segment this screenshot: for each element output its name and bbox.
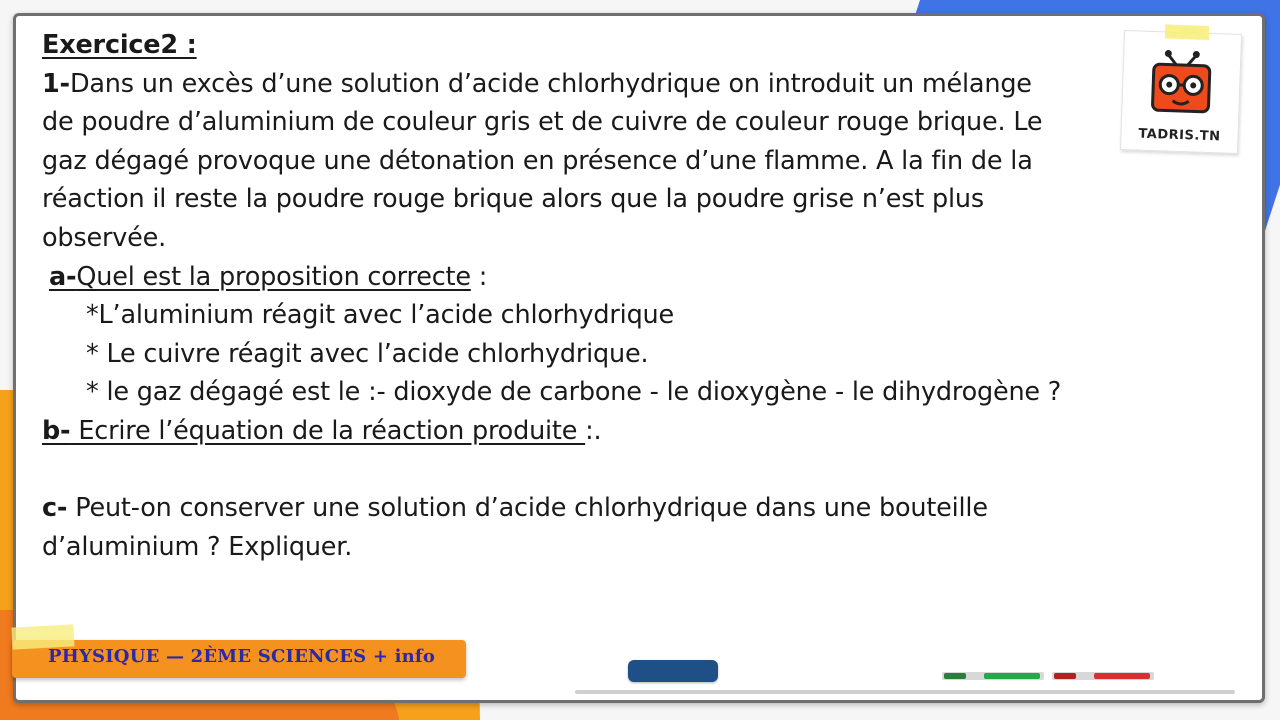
course-label-tag	[12, 640, 466, 678]
option-3: * le gaz dégagé est le :- dioxyde de carbone - le dioxygène - le dihydrogène ?	[86, 377, 1062, 408]
question-c-line-1	[42, 489, 1122, 528]
intro-line-5: observée.	[42, 222, 167, 253]
question-a-suffix: :	[470, 261, 488, 292]
question-b-text: Ecrire l’équation de la réaction produite	[70, 415, 586, 446]
intro-line-2: de poudre d’aluminium de couleur gris et de cuivre de couleur rouge brique. Le	[42, 107, 1043, 138]
marker-tray-red	[1052, 672, 1154, 680]
option-2: * Le cuivre réagit avec l’acide chlorhydrique.	[86, 338, 649, 369]
intro-number: 1-	[42, 68, 70, 99]
question-c-label: c-	[42, 493, 68, 524]
exercise-content	[42, 26, 1122, 566]
option-1: *L’aluminium réagit avec l’acide chlorhydrique	[86, 300, 675, 331]
question-b-suffix: :.	[585, 415, 602, 446]
whiteboard	[13, 13, 1265, 703]
tadris-logo	[1120, 30, 1242, 154]
intro-line-3: gaz dégagé provoque une détonation en présence d’une flamme. A la fin de la	[42, 145, 1033, 176]
exercise-title: Exercice2 :	[42, 30, 197, 60]
marker-tray-green	[942, 672, 1044, 680]
intro-line-1	[42, 65, 1122, 104]
question-c-text-1: Peut-on conserver une solution d’acide chlorhydrique dans une bouteille	[67, 493, 988, 524]
green-marker[interactable]	[984, 673, 1040, 679]
intro-line-4: réaction il reste la poudre rouge brique alors que la poudre grise n’est plus	[42, 184, 984, 215]
question-a-label: a-	[49, 261, 77, 292]
tv-mascot-with-glasses-icon	[1122, 31, 1241, 125]
question-b	[42, 412, 1122, 451]
board-eraser[interactable]	[628, 660, 718, 682]
red-marker-cap[interactable]	[1054, 673, 1076, 679]
course-label: PHYSIQUE — 2ÈME SCIENCES + info	[48, 646, 436, 667]
green-marker-cap[interactable]	[944, 673, 966, 679]
question-a-text: Quel est la proposition correcte	[76, 261, 471, 292]
question-b-label: b-	[42, 415, 71, 446]
logo-label: TADRIS.TN	[1138, 126, 1221, 145]
question-c-line-2: d’aluminium ? Expliquer.	[42, 531, 353, 562]
tape-strip	[1165, 24, 1209, 40]
red-marker[interactable]	[1094, 673, 1150, 679]
board-bottom-rail	[575, 690, 1235, 694]
intro-text-1: Dans un excès d’une solution d’acide chlorhydrique on introduit un mélange	[69, 68, 1032, 99]
blank-line	[42, 451, 1122, 490]
question-a	[42, 258, 1122, 297]
